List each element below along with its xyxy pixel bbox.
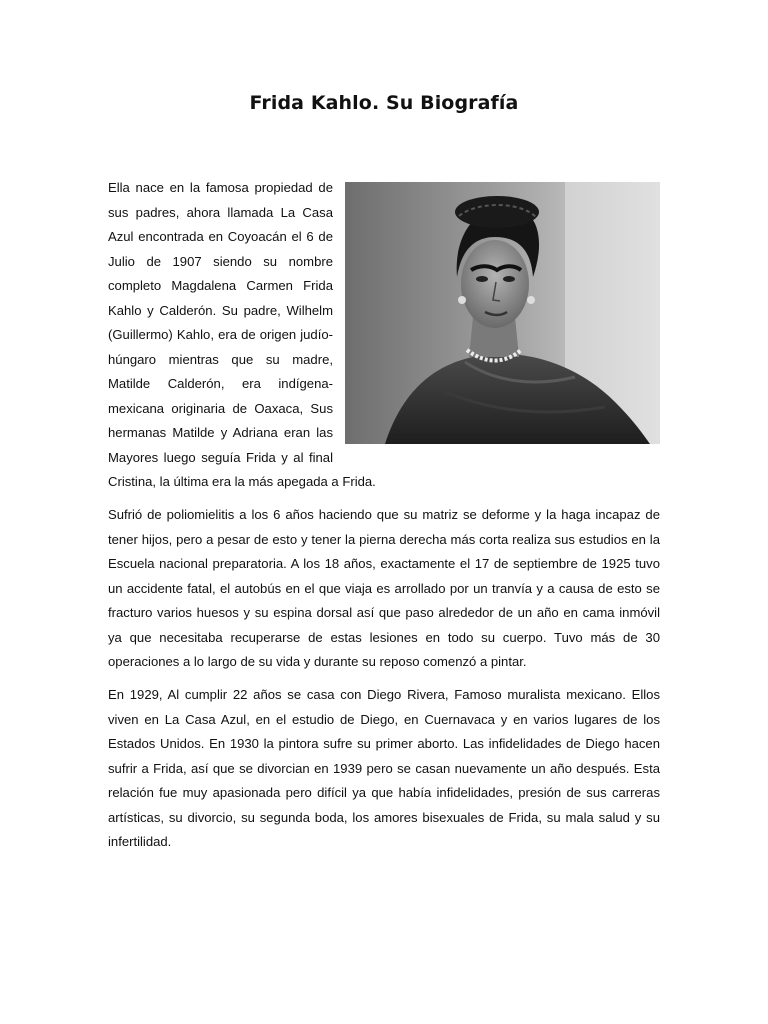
paragraph-2: Sufrió de poliomielitis a los 6 años haciendo que su matriz se deforme y la haga incapaz de tener hijos, pero a pesar de esto y tener la pierna derecha más corta realiza sus estudios en la Escuela nacional preparatoria. A los 18 años, exactamente el 17 de septiembre de 1925 tuvo un accidente fatal, el autobús en el que viaja es arrollado por un tranvía y a causa de esto se fracturo varios huesos y su espina dorsal así que paso alrededor de un año en cama inmóvil ya que necesitaba recuperarse de estas lesiones en todo su cuerpo. Tuvo más de 30 operaciones a lo largo de su vida y durante su reposo comenzó a pintar. [108, 507, 660, 669]
paragraph-1-text: Ella nace en la famosa propiedad de sus padres, ahora llamada La Casa Azul encontrada en Coyoacán el 6 de Julio de 1907 siendo su nombre completo Magdalena Carmen Frida Kahlo y Calderón. Su padre, Wilhelm (Guillermo) Kahlo, era de origen judío-húngaro mientras que su madre, Matilde Calderón, era indígena-mexicana originaria de Oaxaca, Sus hermanas Matilde y Adriana eran las Mayores luego seguía Frida y al final Cristina, la última era la más apegada a Frida. [108, 180, 376, 489]
paragraph-3: En 1929, Al cumplir 22 años se casa con Diego Rivera, Famoso muralista mexicano. Ellos viven en La Casa Azul, en el estudio de Diego, en Cuernavaca y en varios lugares de los Estados Unidos. En 1930 la pintora sufre su primer aborto. Las infidelidades de Diego hacen sufrir a Frida, así que se divorcian en 1939 pero se casan nuevamente un año después. Esta relación fue muy apasionada pero difícil ya que había infidelidades, presión de sus carreras artísticas, su divorcio, su segunda boda, los amores bisexuales de Frida, su mala salud y su infertilidad. [108, 687, 660, 849]
portrait-photo [345, 182, 660, 444]
document-body [108, 176, 660, 863]
page-title: Frida Kahlo. Su Biografía [249, 92, 519, 114]
paragraph-1 [108, 176, 660, 495]
